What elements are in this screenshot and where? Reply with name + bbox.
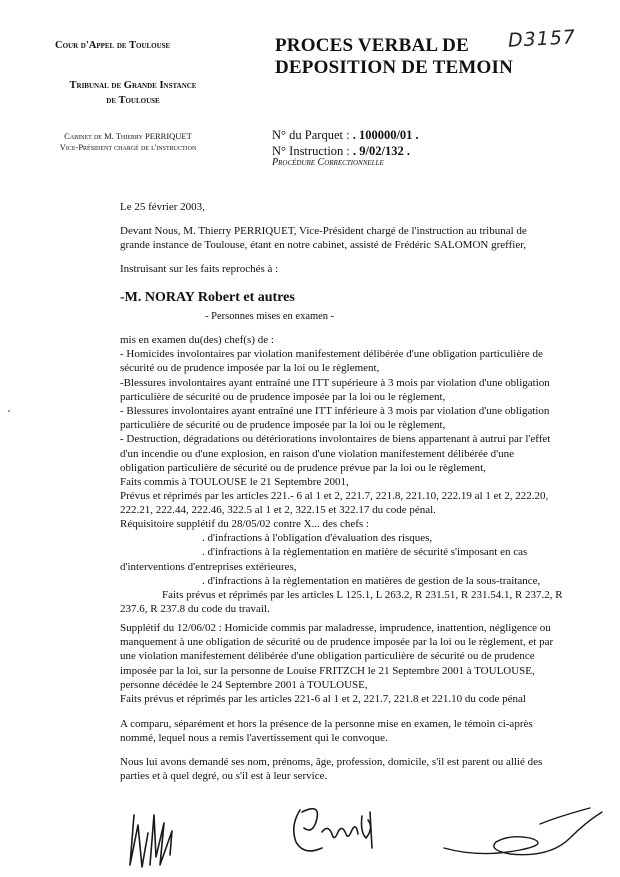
parquet-value: . 100000/01 . bbox=[352, 128, 419, 142]
suppletif-line: Faits prévus et réprimés par les articles 221-6 al 1 et 2, 221.7, 221.8 et 221.10 du code pénal bbox=[120, 693, 526, 706]
suppletif-line: personne décédée le 24 Septembre 2001 à TOULOUSE, bbox=[120, 678, 368, 691]
charge-line: - Homicides involontaires par violation manifestement délibérée d'une obligation particulière de bbox=[120, 348, 543, 361]
charges-paragraph bbox=[120, 333, 580, 518]
title-line-1: PROCES VERBAL DE bbox=[275, 35, 469, 56]
defendant-name: -M. NORAY Robert et autres bbox=[120, 290, 295, 305]
suppletif-line: manquement à une obligation de sécurité ou de prudence imposée par la loi ou le règlement, et par bbox=[120, 636, 554, 649]
identity-request-paragraph bbox=[120, 755, 580, 783]
devant-paragraph bbox=[120, 224, 580, 252]
devant-line-1: Devant Nous, M. Thierry PERRIQUET, Vice-Président chargé de l'instruction au tribunal de bbox=[120, 225, 527, 237]
requisitoire-line: Réquisitoire supplétif du 28/05/02 contre X... des chefs : bbox=[120, 518, 369, 530]
parquet-label: N° du Parquet : bbox=[272, 128, 350, 142]
requisitoire-line: . d'infractions à la règlementation en matières de gestion de la sous-traitance, bbox=[202, 574, 541, 587]
signature-witness bbox=[120, 795, 200, 875]
tribunal-name bbox=[38, 78, 228, 108]
document-title bbox=[275, 35, 513, 79]
instruction-value: . 9/02/132 . bbox=[353, 144, 410, 158]
comparution-line: A comparu, séparément et hors la présence de la personne mise en examen, le témoin ci-après bbox=[120, 718, 533, 730]
requisitoire-line: . d'infractions à l'obligation d'évaluation des risques, bbox=[202, 532, 433, 545]
charge-line: -Blessures involontaires ayant entraîné une ITT supérieure à 3 mois par violation d'une obligation bbox=[120, 376, 550, 389]
charge-line: mis en examen du(des) chef(s) de : bbox=[120, 334, 274, 346]
charge-line: d'un incendie ou d'une explosion, en raison d'une violation manifestement délibérée d'une bbox=[120, 447, 515, 460]
charge-line: sécurité ou de prudence imposée par la loi ou le règlement, bbox=[120, 362, 380, 375]
margin-mark bbox=[8, 410, 10, 412]
case-references bbox=[272, 127, 419, 159]
charge-line: particulière de sécurité ou de prudence imposée par la loi ou le règlement, bbox=[120, 390, 446, 403]
devant-line-2: grande instance de Toulouse, étant en notre cabinet, assisté de Frédéric SALOMON greffier, bbox=[120, 239, 527, 252]
comparution-line: nommé, lequel nous a remis l'avertissement qui le convoque. bbox=[120, 732, 388, 745]
suppletif-line: Supplétif du 12/06/02 : Homicide commis par maladresse, imprudence, inattention, négligence ou bbox=[120, 622, 551, 634]
charge-line: particulière de sécurité ou de prudence imposée par la loi ou le règlement, bbox=[120, 419, 446, 432]
identity-request-line: parties et à quel degré, ou s'il est à leur service. bbox=[120, 770, 328, 783]
tribunal-line-2: de Toulouse bbox=[106, 95, 160, 106]
cabinet-line-2: Vice-Président chargé de l'instruction bbox=[59, 142, 197, 152]
defendant-status: - Personnes mises en examen - bbox=[205, 311, 335, 322]
charge-line: obligation particulière de sécurité ou de prudence prévue par la loi ou le règlement, bbox=[120, 461, 486, 474]
court-name: Cour d'Appel de Toulouse bbox=[55, 40, 171, 51]
signature-clerk bbox=[440, 798, 610, 868]
requisitoire-line: d'interventions d'entreprises extérieures, bbox=[120, 560, 297, 573]
signature-judge bbox=[282, 798, 392, 860]
handwritten-code: D3157 bbox=[507, 26, 577, 52]
requisitoire-line: 237.6, R 237.8 du code du travail. bbox=[120, 603, 270, 616]
charge-line: - Blessures involontaires ayant entraîné une ITT inférieure à 3 mois par violation d'une obligation bbox=[120, 405, 550, 418]
title-line-2: DEPOSITION DE TEMOIN bbox=[275, 57, 514, 78]
comparution-paragraph bbox=[120, 717, 580, 745]
document-date: Le 25 février 2003, bbox=[120, 201, 205, 213]
cabinet-block bbox=[18, 131, 238, 153]
parquet-number bbox=[272, 127, 419, 143]
instruisant-line: Instruisant sur les faits reprochés à : bbox=[120, 263, 279, 275]
procedure-type: Procédure Correctionnelle bbox=[272, 157, 384, 168]
cabinet-line-1: Cabinet de M. Thierry PERRIQUET bbox=[64, 131, 192, 141]
instruction-label: N° Instruction : bbox=[272, 144, 354, 158]
charge-line: - Destruction, dégradations ou détériorations involontaires de biens appartenant à autrui par l'effet bbox=[120, 433, 551, 446]
requisitoire-line: Faits prévus et réprimés par les articles L 125.1, L 263.2, R 231.51, R 231.54.1, R 237.2, R bbox=[162, 589, 563, 602]
charge-line: Prévus et réprimés par les articles 221.- 6 al 1 et 2, 221.7, 221.8, 221.10, 222.19 al 1 et 2, 222.20, bbox=[120, 490, 549, 503]
charge-line: Faits commis à TOULOUSE le 21 Septembre 2001, bbox=[120, 476, 349, 489]
identity-request-line: Nous lui avons demandé ses nom, prénoms, âge, profession, domicile, s'il est parent ou allié des bbox=[120, 756, 543, 768]
charge-line: 222.21, 222.44, 222.46, 322.5 al 1 et 2, 322.15 et 322.17 du code pénal. bbox=[120, 504, 436, 517]
suppletif-line: une violation manifestement délibérée d'une obligation particulière de sécurité ou de prudence bbox=[120, 650, 535, 663]
requisitoire-line: . d'infractions à la règlementation en matière de sécurité s'imposant en cas bbox=[202, 546, 528, 559]
suppletif-paragraph bbox=[120, 621, 580, 706]
suppletif-line: imposée par la loi, sur la personne de Louise FRITZCH le 21 Septembre 2001 à TOULOUSE, bbox=[120, 664, 535, 677]
tribunal-line-1: Tribunal de Grande Instance bbox=[69, 80, 197, 91]
requisitoire-paragraph bbox=[120, 517, 580, 616]
